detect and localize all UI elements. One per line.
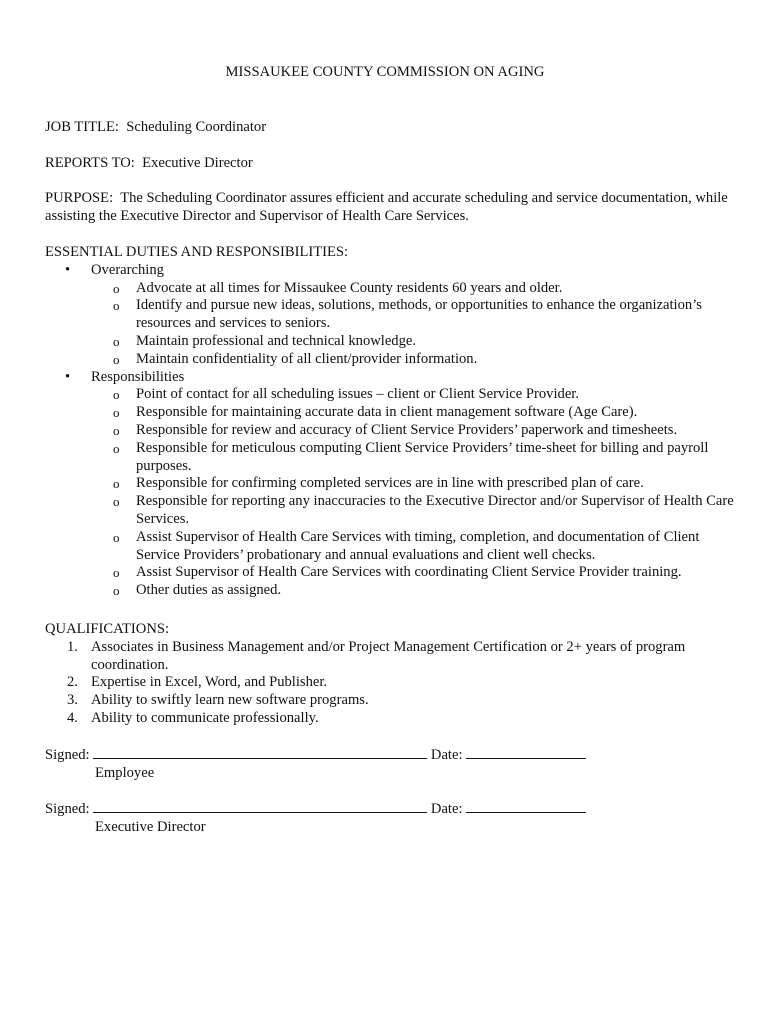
bullet-glyph: • (65, 368, 71, 385)
bullet-label: Responsibilities (91, 368, 185, 385)
list-item-text: Responsible for review and accuracy of Client Service Providers’ paperwork and timesheets. (136, 421, 678, 438)
purpose-label: PURPOSE: (45, 190, 114, 206)
director-signature-line (45, 800, 586, 819)
list-item-text: Responsible for maintaining accurate data in client management software (Age Care). (136, 404, 638, 421)
employee-signature-line (45, 746, 586, 765)
signature-field[interactable] (93, 800, 427, 813)
sub-bullet-glyph: o (113, 565, 120, 581)
list-item (91, 422, 736, 440)
date-field[interactable] (466, 800, 586, 813)
list-number: 1. (67, 638, 78, 655)
employee-signature-block (45, 746, 586, 783)
list-item-text: Responsible for meticulous computing Client Service Providers’ time-sheet for billing and payroll purposes. (136, 439, 709, 474)
list-item (45, 692, 731, 710)
bullet-overarching (45, 262, 736, 369)
job-title-label: JOB TITLE: (45, 119, 119, 135)
job-title-value: Scheduling Coordinator (126, 119, 267, 135)
list-item-text: Expertise in Excel, Word, and Publisher. (91, 674, 328, 691)
sub-bullet-glyph: o (113, 476, 120, 492)
duties-list (45, 262, 736, 600)
signature-field[interactable] (93, 746, 427, 759)
purpose-paragraph (45, 190, 735, 226)
list-item (45, 639, 731, 675)
qualifications-heading: QUALIFICATIONS: (45, 621, 170, 637)
list-item-text: Identify and pursue new ideas, solutions, methods, or opportunities to enhance the organization’s resources and services to seniors. (136, 297, 702, 332)
bullet-responsibilities (45, 369, 736, 600)
list-item (91, 297, 736, 333)
list-number: 2. (67, 674, 78, 691)
purpose-text: The Scheduling Coordinator assures efficient and accurate scheduling and service documentation, while assisting the Executive Director and Supervisor of Health Care Services. (45, 190, 728, 224)
list-item (91, 493, 736, 529)
list-item-text: Ability to swiftly learn new software programs. (91, 692, 369, 709)
list-item (91, 386, 736, 404)
list-number: 4. (67, 709, 78, 726)
date-field[interactable] (466, 746, 586, 759)
date-label: Date: (430, 801, 463, 817)
list-item (45, 710, 731, 728)
list-item (91, 440, 736, 476)
job-title-line (45, 119, 266, 137)
employee-caption: Employee (95, 764, 155, 781)
sub-bullet-glyph: o (113, 583, 120, 599)
list-item (91, 529, 736, 565)
director-caption: Executive Director (95, 818, 206, 835)
sub-bullet-glyph: o (113, 333, 120, 349)
reports-to-value: Executive Director (142, 155, 253, 171)
page-title: MISSAUKEE COUNTY COMMISSION ON AGING (225, 64, 545, 80)
list-item (91, 333, 736, 351)
list-item-text: Assist Supervisor of Health Care Services with coordinating Client Service Provider training. (136, 564, 682, 581)
list-item-text: Maintain professional and technical knowledge. (136, 332, 417, 349)
list-item-text: Responsible for reporting any inaccuracies to the Executive Director and/or Supervisor of Health Care Services. (136, 493, 734, 527)
signed-label: Signed: (45, 747, 90, 763)
list-item (45, 674, 731, 692)
responsibilities-items (91, 386, 736, 600)
list-item-text: Other duties as assigned. (136, 582, 282, 599)
list-item (91, 582, 736, 600)
list-item-text: Responsible for confirming completed services are in line with prescribed plan of care. (136, 475, 644, 492)
list-item (91, 475, 736, 493)
reports-to-line (45, 155, 253, 173)
list-item-text: Assist Supervisor of Health Care Services with timing, completion, and documentation of Client Service Providers’ probationary and annual evaluations and client well checks. (136, 528, 700, 563)
duties-heading: ESSENTIAL DUTIES AND RESPONSIBILITIES: (45, 244, 349, 260)
reports-to-label: REPORTS TO: (45, 155, 135, 171)
sub-bullet-glyph: o (113, 440, 120, 456)
list-item-text: Advocate at all times for Missaukee County residents 60 years and older. (136, 279, 563, 296)
bullet-label: Overarching (91, 261, 164, 278)
list-number: 3. (67, 692, 78, 709)
list-item-text: Associates in Business Management and/or Project Management Certification or 2+ years of program coordination. (91, 638, 686, 673)
sub-bullet-glyph: o (113, 298, 120, 314)
list-item (91, 351, 736, 369)
list-item-text: Maintain confidentiality of all client/provider information. (136, 350, 478, 367)
sub-bullet-glyph: o (113, 351, 120, 367)
director-signature-block (45, 800, 586, 837)
list-item-text: Point of contact for all scheduling issues – client or Client Service Provider. (136, 386, 579, 403)
date-label: Date: (430, 747, 463, 763)
list-item (91, 404, 736, 422)
bullet-glyph: • (65, 261, 71, 278)
overarching-items (91, 280, 736, 369)
sub-bullet-glyph: o (113, 405, 120, 421)
sub-bullet-glyph: o (113, 387, 120, 403)
duties-section (45, 244, 736, 600)
list-item-text: Ability to communicate professionally. (91, 709, 319, 726)
list-item (91, 280, 736, 298)
sub-bullet-glyph: o (113, 280, 120, 296)
sub-bullet-glyph: o (113, 529, 120, 545)
sub-bullet-glyph: o (113, 494, 120, 510)
qualifications-list (45, 639, 731, 728)
list-item (91, 564, 736, 582)
sub-bullet-glyph: o (113, 422, 120, 438)
signed-label: Signed: (45, 801, 90, 817)
qualifications-section (45, 621, 731, 728)
